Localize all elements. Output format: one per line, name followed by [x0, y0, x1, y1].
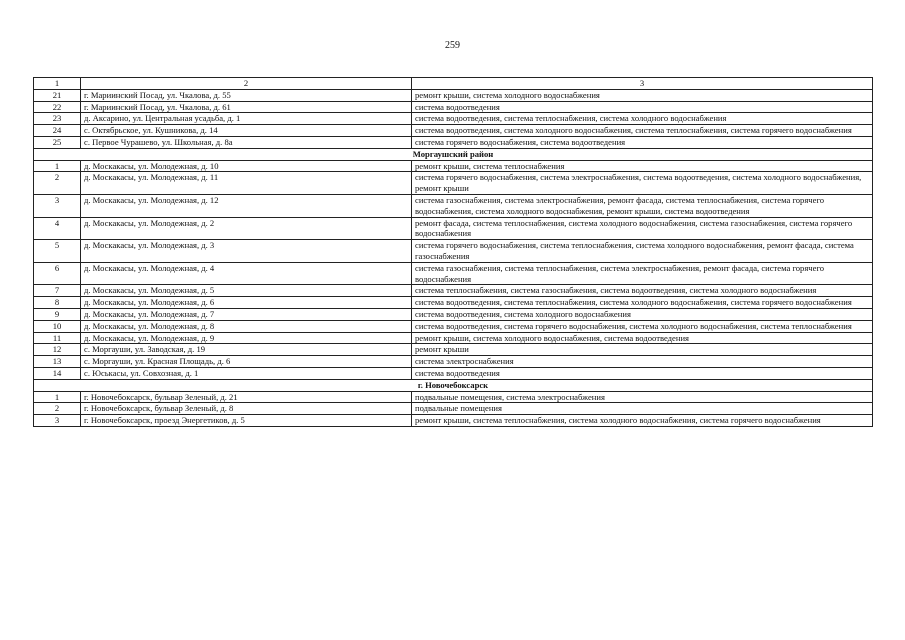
works-cell: подвальные помещения, система электроснабжения	[412, 391, 873, 403]
row-number: 6	[34, 262, 81, 285]
section-title: Моргаушский район	[34, 148, 873, 160]
address-cell: д. Аксарино, ул. Центральная усадьба, д. 1	[81, 113, 412, 125]
table-row	[34, 101, 873, 113]
works-cell: ремонт крыши, система холодного водоснабжения	[412, 89, 873, 101]
section-row	[34, 148, 873, 160]
row-number: 11	[34, 332, 81, 344]
address-cell: д. Москакасы, ул. Молодежная, д. 4	[81, 262, 412, 285]
address-cell: д. Москакасы, ул. Молодежная, д. 11	[81, 172, 412, 195]
table-row	[34, 356, 873, 368]
row-number: 3	[34, 194, 81, 217]
page-number: 259	[445, 40, 460, 51]
address-cell: д. Москакасы, ул. Молодежная, д. 2	[81, 217, 412, 240]
row-number: 1	[34, 160, 81, 172]
works-cell: ремонт крыши, система теплоснабжения, система холодного водоснабжения, система горячего водоснабжения	[412, 415, 873, 427]
address-cell: г. Мариинский Посад, ул. Чкалова, д. 55	[81, 89, 412, 101]
address-cell: с. Октябрьское, ул. Кушникова, д. 14	[81, 125, 412, 137]
table-row	[34, 344, 873, 356]
row-number: 9	[34, 308, 81, 320]
row-number: 12	[34, 344, 81, 356]
works-cell: система водоотведения	[412, 101, 873, 113]
works-cell: система теплоснабжения, система газоснабжения, система водоотведения, система холодного водоснабжения	[412, 285, 873, 297]
address-cell: д. Москакасы, ул. Молодежная, д. 6	[81, 297, 412, 309]
table-row	[34, 308, 873, 320]
table-row	[34, 403, 873, 415]
header-cell-num: 1	[34, 78, 81, 90]
address-cell: г. Новочебоксарск, бульвар Зеленый, д. 21	[81, 391, 412, 403]
row-number: 5	[34, 240, 81, 263]
table-row	[34, 89, 873, 101]
address-cell: д. Москакасы, ул. Молодежная, д. 5	[81, 285, 412, 297]
row-number: 1	[34, 391, 81, 403]
section-title: г. Новочебоксарск	[34, 379, 873, 391]
row-number: 3	[34, 415, 81, 427]
row-number: 25	[34, 136, 81, 148]
row-number: 2	[34, 403, 81, 415]
repair-table	[33, 77, 873, 427]
works-cell: подвальные помещения	[412, 403, 873, 415]
works-cell: система горячего водоснабжения, система водоотведения	[412, 136, 873, 148]
table-row	[34, 125, 873, 137]
table-row	[34, 240, 873, 263]
table-row	[34, 367, 873, 379]
address-cell: д. Москакасы, ул. Молодежная, д. 9	[81, 332, 412, 344]
table-row	[34, 262, 873, 285]
works-cell: система водоотведения, система холодного водоснабжения, система теплоснабжения, система горячего водоснабжения	[412, 125, 873, 137]
table-row	[34, 297, 873, 309]
table-row	[34, 160, 873, 172]
table-row	[34, 172, 873, 195]
table-row	[34, 194, 873, 217]
header-cell-works: 3	[412, 78, 873, 90]
header-row	[34, 78, 873, 90]
address-cell: г. Новочебоксарск, бульвар Зеленый, д. 8	[81, 403, 412, 415]
works-cell: система газоснабжения, система электроснабжения, ремонт фасада, система теплоснабжения, система горячего водоснабжения, система холодного водоснабжения, ремонт крыши, система водоотведения	[412, 194, 873, 217]
row-number: 22	[34, 101, 81, 113]
works-cell: ремонт крыши, система теплоснабжения	[412, 160, 873, 172]
row-number: 21	[34, 89, 81, 101]
table-row	[34, 332, 873, 344]
works-cell: система газоснабжения, система теплоснабжения, система электроснабжения, ремонт фасада, система горячего водоснабжения	[412, 262, 873, 285]
row-number: 2	[34, 172, 81, 195]
table-row	[34, 320, 873, 332]
table-row	[34, 285, 873, 297]
address-cell: д. Москакасы, ул. Молодежная, д. 3	[81, 240, 412, 263]
works-cell: система водоотведения, система холодного водоснабжения	[412, 308, 873, 320]
works-cell: система водоотведения	[412, 367, 873, 379]
works-cell: ремонт крыши	[412, 344, 873, 356]
row-number: 4	[34, 217, 81, 240]
works-cell: система водоотведения, система горячего водоснабжения, система холодного водоснабжения, система теплоснабжения	[412, 320, 873, 332]
works-cell: ремонт крыши, система холодного водоснабжения, система водоотведения	[412, 332, 873, 344]
table-row	[34, 415, 873, 427]
section-row	[34, 379, 873, 391]
table-row	[34, 113, 873, 125]
row-number: 24	[34, 125, 81, 137]
address-cell: с. Моргауши, ул. Заводская, д. 19	[81, 344, 412, 356]
works-cell: система горячего водоснабжения, система теплоснабжения, система холодного водоснабжения, ремонт фасада, система газоснабжения	[412, 240, 873, 263]
table-row	[34, 217, 873, 240]
address-cell: д. Москакасы, ул. Молодежная, д. 12	[81, 194, 412, 217]
address-cell: д. Москакасы, ул. Молодежная, д. 7	[81, 308, 412, 320]
works-cell: система водоотведения, система теплоснабжения, система холодного водоснабжения, система горячего водоснабжения	[412, 297, 873, 309]
address-cell: с. Первое Чурашево, ул. Школьная, д. 8а	[81, 136, 412, 148]
row-number: 7	[34, 285, 81, 297]
works-cell: ремонт фасада, система теплоснабжения, система холодного водоснабжения, система газоснабжения, система горячего водоснабжения	[412, 217, 873, 240]
row-number: 23	[34, 113, 81, 125]
address-cell: г. Новочебоксарск, проезд Энергетиков, д. 5	[81, 415, 412, 427]
row-number: 13	[34, 356, 81, 368]
row-number: 10	[34, 320, 81, 332]
address-cell: д. Москакасы, ул. Молодежная, д. 8	[81, 320, 412, 332]
works-cell: система водоотведения, система теплоснабжения, система холодного водоснабжения	[412, 113, 873, 125]
address-cell: д. Москакасы, ул. Молодежная, д. 10	[81, 160, 412, 172]
header-cell-address: 2	[81, 78, 412, 90]
table-row	[34, 391, 873, 403]
row-number: 14	[34, 367, 81, 379]
address-cell: с. Юськасы, ул. Совхозная, д. 1	[81, 367, 412, 379]
address-cell: с. Моргауши, ул. Красная Площадь, д. 6	[81, 356, 412, 368]
works-cell: система горячего водоснабжения, система электроснабжения, система водоотведения, система холодного водоснабжения, ремонт крыши	[412, 172, 873, 195]
works-cell: система электроснабжения	[412, 356, 873, 368]
table-row	[34, 136, 873, 148]
row-number: 8	[34, 297, 81, 309]
address-cell: г. Мариинский Посад, ул. Чкалова, д. 61	[81, 101, 412, 113]
